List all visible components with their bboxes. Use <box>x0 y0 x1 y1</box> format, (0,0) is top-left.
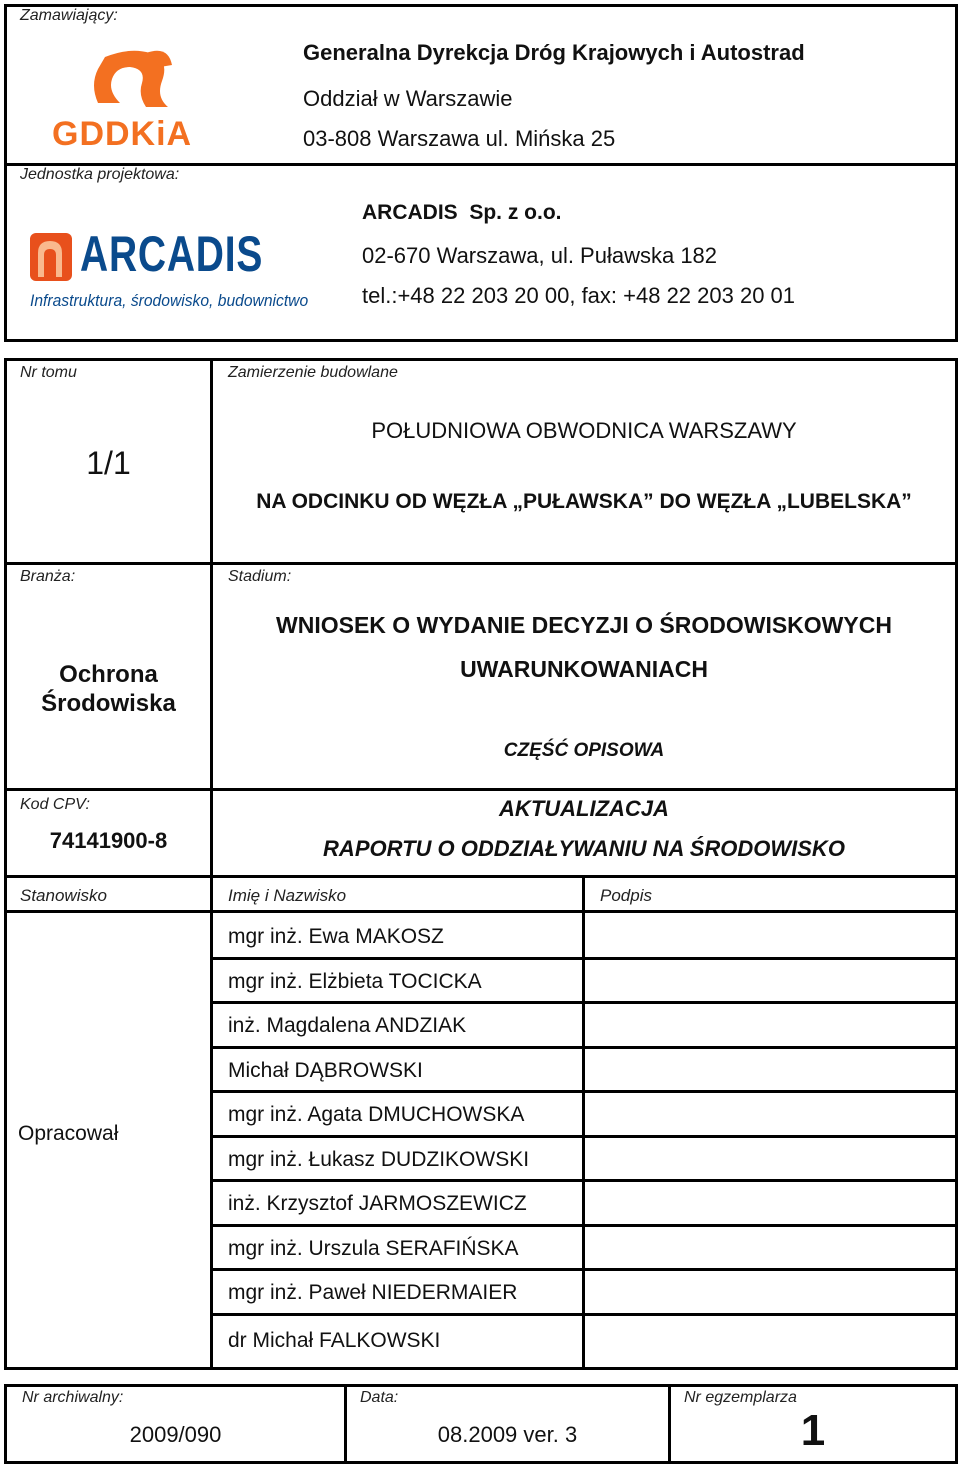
stage-part: CZĘŚĆ OPISOWA <box>503 740 665 761</box>
design-org: ARCADIS Sp. z o.o. <box>362 201 562 224</box>
row-divider <box>213 1135 955 1138</box>
col-signature: Podpis <box>600 886 652 905</box>
author-name: dr Michał FALKOWSKI <box>228 1329 441 1352</box>
row-divider <box>213 957 955 960</box>
col-name: Imię i Nazwisko <box>228 886 347 905</box>
design-unit-label: Jednostka projektowa: <box>20 166 180 183</box>
author-name: mgr inż. Urszula SERAFIŃSKA <box>228 1237 519 1260</box>
volume-value: 1/1 <box>86 445 131 481</box>
project-hdivider-1 <box>7 562 955 565</box>
date-label: Data: <box>360 1389 399 1406</box>
project-title-line1: POŁUDNIOWA OBWODNICA WARSZAWY <box>371 418 797 443</box>
authors-vdivider-2 <box>582 878 585 1368</box>
copy-label: Nr egzemplarza <box>684 1389 797 1406</box>
date-value: 08.2009 ver. 3 <box>437 1422 578 1447</box>
author-name: inż. Magdalena ANDZIAK <box>228 1014 467 1037</box>
cpv-value: 74141900-8 <box>49 828 168 853</box>
authors-header-divider <box>7 910 955 913</box>
stage-label: Stadium: <box>228 568 292 585</box>
arcadis-emblem-icon <box>28 227 74 283</box>
row-divider <box>213 1046 955 1049</box>
update-line1: AKTUALIZACJA <box>499 796 669 821</box>
row-divider <box>213 1001 955 1004</box>
author-name: Michał DĄBROWSKI <box>228 1059 423 1082</box>
gddkia-logo <box>50 45 220 155</box>
branch-value-line2: Środowiska <box>41 690 176 717</box>
design-contact: tel.:+48 22 203 20 00, fax: +48 22 203 20 01 <box>362 283 796 308</box>
col-position: Stanowisko <box>20 886 107 905</box>
author-name: mgr inż. Paweł NIEDERMAIER <box>228 1281 518 1304</box>
archive-label: Nr archiwalny: <box>22 1389 124 1406</box>
stage-line2: UWARUNKOWANIACH <box>460 656 708 682</box>
arcadis-tagline: Infrastruktura, środowisko, budownictwo <box>30 291 309 310</box>
author-name: mgr inż. Agata DMUCHOWSKA <box>228 1103 525 1126</box>
update-line2: RAPORTU O ODDZIAŁYWANIU NA ŚRODOWISKO <box>323 836 845 861</box>
project-title-line2: NA ODCINKU OD WĘZŁA „PUŁAWSKA” DO WĘZŁA „LUBELSKA” <box>256 490 912 513</box>
arcadis-logo <box>28 225 328 320</box>
project-hdivider-2 <box>7 788 955 791</box>
cpv-label: Kod CPV: <box>20 796 90 813</box>
volume-label: Nr tomu <box>20 364 77 381</box>
role-opracowal: Opracował <box>18 1122 119 1145</box>
author-name: mgr inż. Elżbieta TOCICKA <box>228 970 482 993</box>
stage-line1: WNIOSEK O WYDANIE DECYZJI O ŚRODOWISKOWYCH <box>276 612 892 638</box>
gddkia-logo-text: GDDKiA <box>52 115 193 153</box>
branch-label: Branża: <box>20 568 76 585</box>
row-divider <box>213 1224 955 1227</box>
ordering-org: Generalna Dyrekcja Dróg Krajowych i Autostrad <box>303 40 805 65</box>
copy-value: 1 <box>800 1406 826 1455</box>
row-divider <box>213 1179 955 1182</box>
arcadis-logo-text: ARCADIS <box>80 226 264 282</box>
design-address: 02-670 Warszawa, ul. Puławska 182 <box>362 243 718 268</box>
author-name: mgr inż. Łukasz DUDZIKOWSKI <box>228 1148 530 1171</box>
ordering-label: Zamawiający: <box>20 7 118 24</box>
authors-vdivider-1 <box>210 878 213 1368</box>
archive-value: 2009/090 <box>129 1422 222 1447</box>
scope-label: Zamierzenie budowlane <box>228 364 398 381</box>
branch-value-line1: Ochrona <box>59 661 158 688</box>
ordering-branch: Oddział w Warszawie <box>303 86 513 111</box>
row-divider <box>213 1268 955 1271</box>
row-divider <box>213 1313 955 1316</box>
author-name: mgr inż. Ewa MAKOSZ <box>228 925 444 948</box>
author-name: inż. Krzysztof JARMOSZEWICZ <box>228 1192 527 1215</box>
ordering-address: 03-808 Warszawa ul. Mińska 25 <box>303 126 616 151</box>
row-divider <box>213 1090 955 1093</box>
